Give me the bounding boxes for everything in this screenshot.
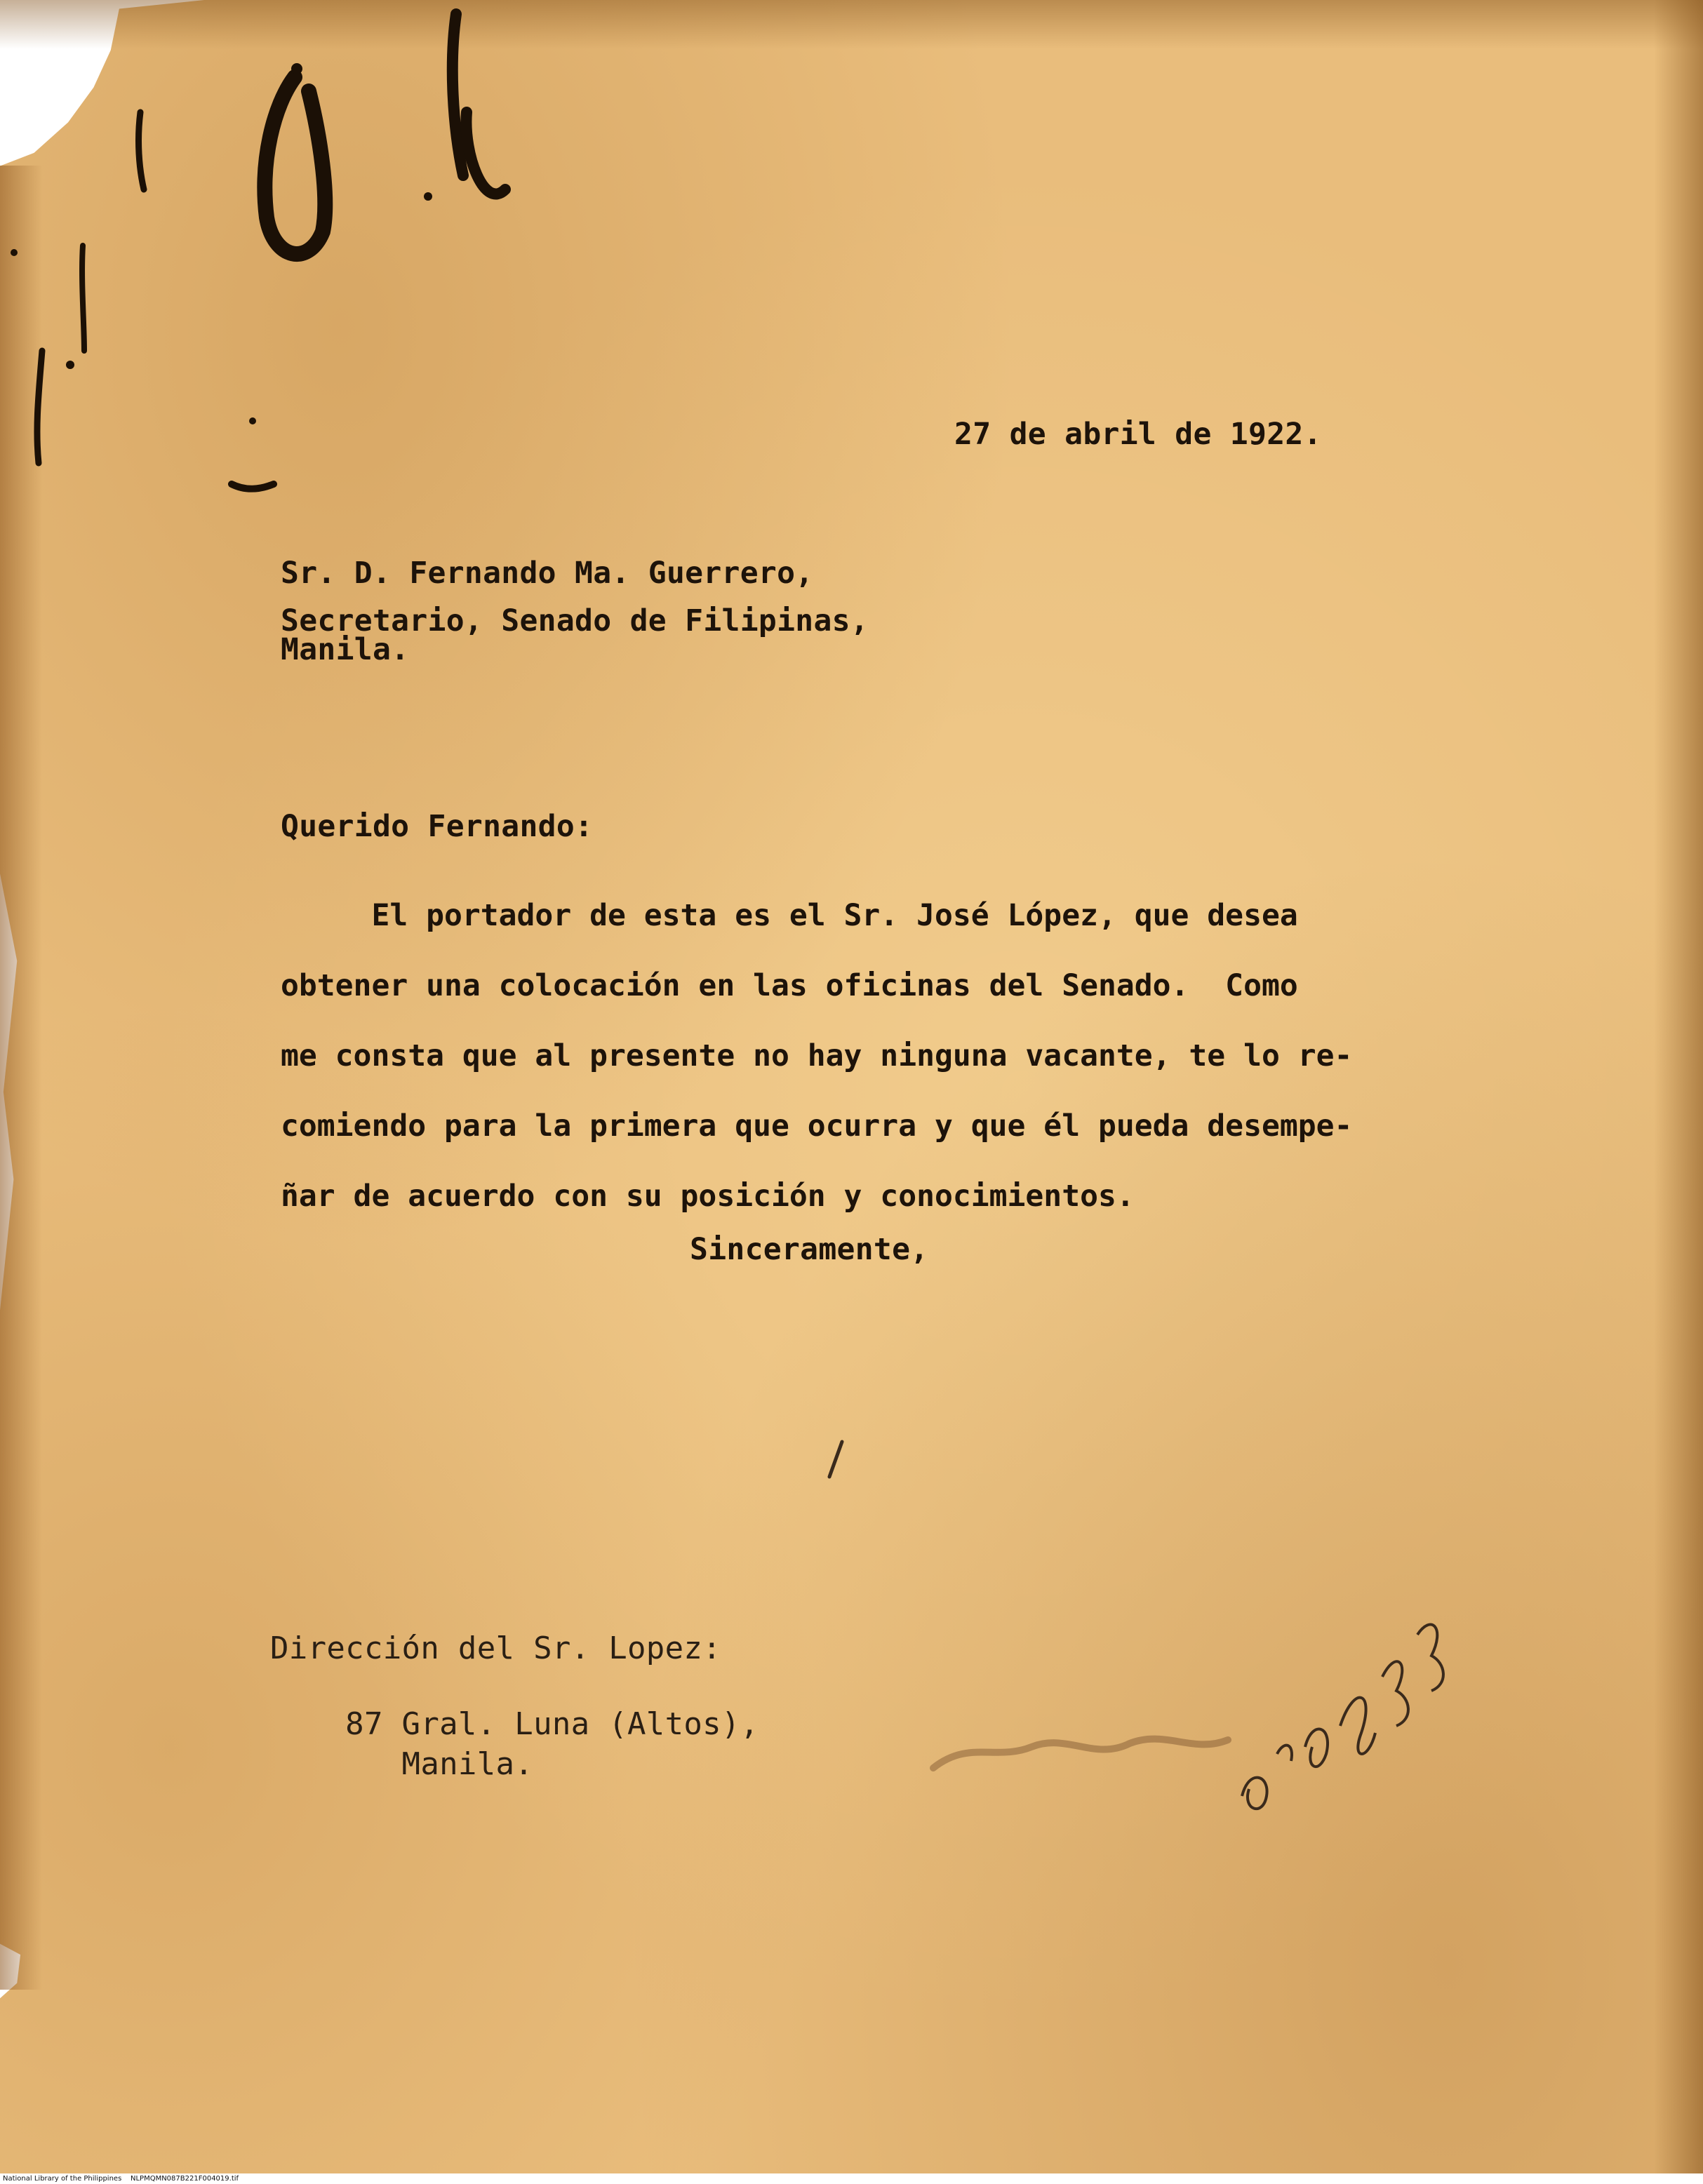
letter-salutation: Querido Fernando: — [281, 809, 594, 844]
address-street: 87 Gral. Luna (Altos), — [270, 1706, 759, 1742]
body-line: obtener una colocación en las oficinas del Senado. Como — [281, 968, 1298, 1003]
footer-archive-label: National Library of the Philippines NLPMQMN087B221F004019.tif — [3, 2175, 239, 2183]
letter-date: 27 de abril de 1922. — [954, 417, 1322, 452]
body-line: El portador de esta es el Sr. José López, que desea — [281, 898, 1298, 933]
recipient-city: Manila. — [281, 632, 410, 667]
address-city: Manila. — [270, 1746, 534, 1782]
pencil-scribble-mark — [912, 1586, 1474, 1838]
body-line: comiendo para la primera que ocurra y que él pueda desempe- — [281, 1108, 1353, 1144]
recipient-title: Secretario, Senado de Filipinas, — [281, 603, 869, 638]
letter-body — [281, 880, 1352, 1231]
footer-strip — [0, 2173, 1703, 2184]
recipient-name: Sr. D. Fernando Ma. Guerrero, — [281, 556, 814, 591]
letter-closing: Sinceramente, — [690, 1232, 929, 1267]
paper-edge-right — [1654, 0, 1703, 2184]
address-label: Dirección del Sr. Lopez: — [270, 1630, 721, 1666]
body-line: me consta que al presente no hay ninguna vacante, te lo re- — [281, 1038, 1353, 1073]
stray-pen-mark — [821, 1438, 849, 1480]
handwritten-ink-marks — [0, 0, 561, 505]
body-line: ñar de acuerdo con su posición y conocimientos. — [281, 1179, 1135, 1214]
